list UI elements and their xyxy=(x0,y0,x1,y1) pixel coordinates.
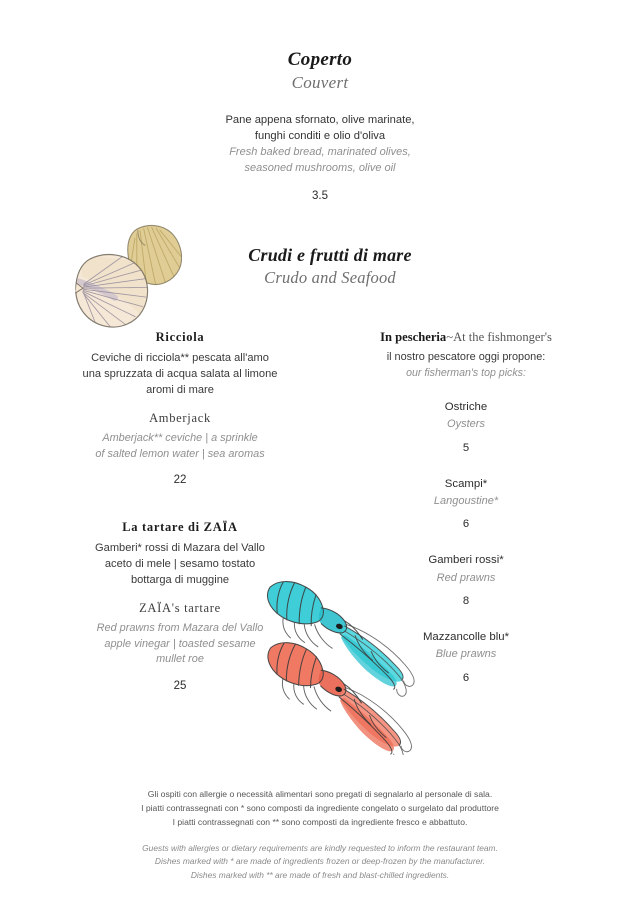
fish-name-italian: Mazzancolle blu* xyxy=(422,631,510,643)
fish-name-english: Langoustine* xyxy=(433,494,499,507)
fish-price: 5 xyxy=(462,441,470,454)
coperto-title-french: Couvert xyxy=(291,72,349,92)
fish-price: 8 xyxy=(462,595,470,607)
coperto-price: 3.5 xyxy=(312,190,328,203)
fish-name-italian: Scampi* xyxy=(444,477,488,490)
section-title-english: Crudo and Seafood xyxy=(264,268,396,288)
fishmonger-heading xyxy=(350,330,582,345)
dish-description-english: Amberjack** ceviche | a sprinkle of salted lemon water | sea aromas xyxy=(95,432,265,460)
dish-name-english: ZAÏA's tartare xyxy=(139,601,221,616)
footer-english: Guests with allergies or dietary requirements are kindly requested to inform the restaurant team. Dishes marked with * are made of ingredients frozen or deep-frozen by the manufacturer. Dishes marked with ** are made of fresh and blast-chilled ingredients. xyxy=(142,842,498,880)
fish-name-italian: Gamberi rossi* xyxy=(428,554,504,567)
scallop-shells-illustration xyxy=(52,218,182,343)
dish-price: 25 xyxy=(173,679,187,692)
dish-price: 22 xyxy=(173,474,187,487)
heading-separator: ~ xyxy=(446,330,454,344)
prawns-illustration xyxy=(248,575,458,760)
dish-description-english: Red prawns from Mazara del Vallo apple vinegar | toasted sesame mullet roe xyxy=(96,622,264,666)
fish-price: 6 xyxy=(462,518,470,531)
fish-name-english: Blue prawns xyxy=(435,648,497,661)
fish-name-english: Oysters xyxy=(447,418,485,431)
spacer xyxy=(64,490,296,520)
fish-item-ostriche xyxy=(350,399,582,454)
coperto-desc-english: Fresh baked bread, marinated olives, seasoned mushrooms, olive oil xyxy=(229,146,411,175)
fish-price: 6 xyxy=(462,671,470,684)
dish-description-italian: Gamberi* rossi di Mazara del Vallo aceto di mele | sesamo tostato bottarga di muggine xyxy=(95,542,265,586)
fishmonger-heading-english: At the fishmonger's xyxy=(453,330,552,344)
dish-name-italian: Ricciola xyxy=(155,330,205,344)
coperto-title-italian: Coperto xyxy=(287,49,353,70)
fishmonger-heading-italian: In pescheria xyxy=(380,330,447,344)
fishmonger-subtitle-italian: il nostro pescatore oggi propone: xyxy=(386,351,546,363)
coperto-heading xyxy=(170,48,470,94)
dish-name-italian: La tartare di ZAÏA xyxy=(122,520,238,535)
coperto-description xyxy=(160,112,480,202)
fish-item-scampi xyxy=(350,476,582,531)
fish-name-english: Red prawns xyxy=(436,571,496,584)
dish-ricciola xyxy=(64,330,296,486)
section-title-italian: Crudi e frutti di mare xyxy=(248,245,412,265)
section-heading-crudi xyxy=(180,244,480,290)
dish-name-english: Amberjack xyxy=(149,411,211,426)
footer-italian: Gli ospiti con allergie o necessità alimentari sono pregati di segnalarlo al personale di sala. I piatti contrassegnati con * sono composti da ingrediente congelato o surgelato dal produttore I piatti contrassegnati con ** sono composti da ingrediente fresco e abbattuto. xyxy=(141,789,499,827)
footer-allergen-notice xyxy=(70,788,570,883)
coperto-desc-italian: Pane appena sfornato, olive marinate, funghi conditi e olio d'oliva xyxy=(225,114,415,143)
dish-description-italian: Ceviche di ricciola** pescata all'amo una spruzzata di acqua salata al limone aromi di mare xyxy=(82,352,278,396)
fishmonger-subtitle-english: our fisherman's top picks: xyxy=(406,366,526,379)
fish-name-italian: Ostriche xyxy=(444,401,488,414)
